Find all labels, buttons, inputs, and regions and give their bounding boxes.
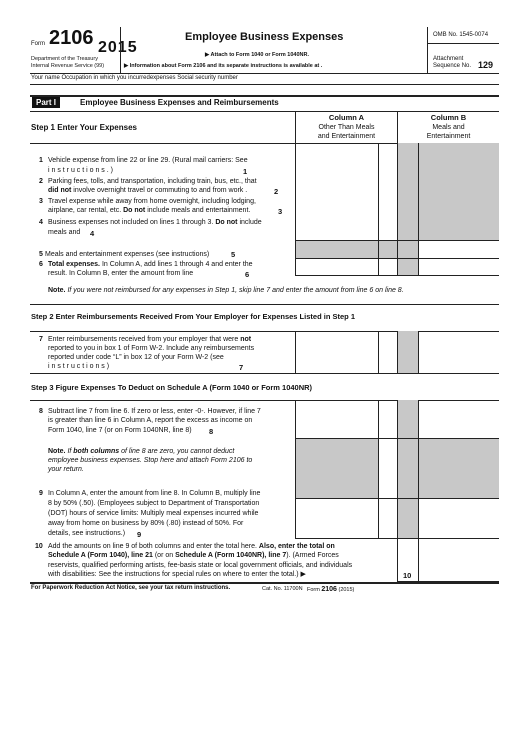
part-1-label: Part I <box>32 97 60 108</box>
line-6-text-b: result. In Column B, enter the amount from line <box>48 270 194 277</box>
line-2-text-b: did not involve overnight travel or commuting to and from work . <box>48 187 248 194</box>
step-1-note: Note. If you were not reimbursed for any expenses in Step 1, skip line 7 and enter the amount from line 6 on line 8. <box>48 287 404 294</box>
line-9-text-d: away from home on business by 80% (.80) instead of 50%. For <box>48 520 244 527</box>
line-8-note-a: Note. If both columns of line 8 are zero, you cannot deduct <box>48 448 235 455</box>
column-a-subtitle-1: Other Than Meals <box>318 124 375 131</box>
line-2-text-a: Parking fees, tolls, and transportation, including train, bus, etc., that <box>48 178 257 185</box>
omb-number: OMB No. 1545-0074 <box>433 32 489 38</box>
line-6-number: 6 <box>39 261 43 268</box>
line-8-text-c: Form 1040, line 7 (or on Form 1040NR, line 8) <box>48 427 192 434</box>
dept-line-2: Internal Revenue Service (99) <box>31 63 105 69</box>
attachment-label: Attachment <box>433 56 464 62</box>
line-1-text-b: i n s t r u c t i o n s . ) <box>48 167 113 174</box>
line-8-note-c: your return. <box>48 466 84 473</box>
line-3-ref: 3 <box>278 207 283 216</box>
step-1-title: Step 1 Enter Your Expenses <box>31 123 137 132</box>
line-3-text-a: Travel expense while away from home overnight, including lodging, <box>48 198 256 205</box>
line-9-text-c: (DOT) hours of service limits: Multiply meal expenses incurred while <box>48 510 259 517</box>
line-4-text-a: Business expenses not included on lines 1 through 3. Do not include <box>48 219 262 226</box>
footer-paperwork-notice: For Paperwork Reduction Act Notice, see your tax return instructions. <box>31 585 231 591</box>
line-9-text-e: details, see instructions.) <box>48 530 126 537</box>
line-9-text-a: In Column A, enter the amount from line 8. In Column B, multiply line <box>48 490 261 497</box>
line-5-ref: 5 <box>231 250 236 259</box>
column-a-title: Column A <box>328 113 365 122</box>
line-8-number: 8 <box>39 408 43 415</box>
line-4-text-b: meals and <box>48 229 81 236</box>
line-8-text-b: is greater than line 6 in Column A, report the excess as income on <box>48 417 253 424</box>
column-b-subtitle-2: Entertainment <box>426 133 471 140</box>
line-2-number: 2 <box>39 178 43 185</box>
form-prefix: Form <box>31 41 45 47</box>
step-3-title: Step 3 Figure Expenses To Deduct on Schedule A (Form 1040 or Form 1040NR) <box>31 383 313 392</box>
line-4-number: 4 <box>39 219 43 226</box>
line-10-text-c: reservists, qualified performing artists, fee-basis state or local government officials, and individuals <box>48 562 353 569</box>
line-3-text-b: airplane, car rental, etc. Do not include meals and entertainment. <box>48 207 251 214</box>
line-10-text-a: Add the amounts on line 9 of both columns and enter the total here. Also, enter the total on <box>48 543 335 550</box>
line-4-ref: 4 <box>90 229 95 238</box>
attach-line: ▶ Attach to Form 1040 or Form 1040NR. <box>205 52 309 58</box>
footer-form-label: Form 2106 (2015) <box>307 586 355 593</box>
line-7-text-b: reported to you in box 1 of Form W-2. Include any reimbursements <box>48 345 255 352</box>
line-6-text-a: Total expenses. In Column A, add lines 1 through 4 and enter the <box>48 261 253 268</box>
line-9-ref: 9 <box>137 530 142 539</box>
line-1-col-a-field[interactable] <box>296 174 378 175</box>
footer-cat-number: Cat. No. 11700N <box>262 586 303 592</box>
sequence-number: 129 <box>478 60 494 70</box>
line-6-ref: 6 <box>245 270 250 279</box>
line-10-number: 10 <box>35 543 43 550</box>
line-7-number: 7 <box>39 336 43 343</box>
line-7-text-d: i n s t r u c t i o n s ) <box>48 363 110 370</box>
line-9-text-b: 8 by 50% (.50). (Employees subject to Department of Transportation <box>48 500 260 507</box>
line-8-text-a: Subtract line 7 from line 6. If zero or less, enter -0-. However, if line 7 <box>48 408 261 415</box>
column-b-subtitle-1: Meals and <box>432 124 465 131</box>
line-10-ref: 10 <box>403 571 412 580</box>
column-a-subtitle-2: and Entertainment <box>317 133 376 140</box>
form-year: 2015 <box>98 39 138 56</box>
name-occupation-ssn-row: Your name Occupation in which you incurredexpenses Social security number <box>31 75 238 81</box>
line-10-text-d: with disabilities: See the instructions for special rules on where to enter the total.) ▶ <box>48 571 306 578</box>
column-b-title: Column B <box>430 113 467 122</box>
part-1-title: Employee Business Expenses and Reimbursements <box>80 98 279 107</box>
line-7-text-a: Enter reimbursements received from your employer that were not <box>48 336 252 343</box>
form-number: 2106 <box>49 27 94 49</box>
line-10-text-b: Schedule A (Form 1040), line 21 (or on Schedule A (Form 1040NR), line 7). (Armed Forces <box>48 552 339 559</box>
line-7-text-c: reported under code “L” in box 12 of your Form W-2 (see <box>48 354 224 361</box>
info-line: ▶ Information about Form 2106 and its separate instructions is available at . <box>124 63 323 69</box>
dept-line-1: Department of the Treasury <box>31 56 98 62</box>
sequence-label: Sequence No. <box>433 63 472 69</box>
line-1-number: 1 <box>39 157 43 164</box>
line-5-number: 5 <box>39 251 43 258</box>
line-3-number: 3 <box>39 198 43 205</box>
line-8-note-b: employee business expenses. Stop here and attach Form 2106 to <box>48 457 253 464</box>
line-2-ref: 2 <box>274 187 279 196</box>
line-9-number: 9 <box>39 490 43 497</box>
line-1-text-a: Vehicle expense from line 22 or line 29. (Rural mail carriers: See <box>48 157 248 164</box>
line-1-ref: 1 <box>243 167 248 176</box>
step-2-title: Step 2 Enter Reimbursements Received From Your Employer for Expenses Listed in Step 1 <box>31 312 355 321</box>
line-7-ref: 7 <box>239 363 244 372</box>
line-5-text: Meals and entertainment expenses (see instructions) <box>45 251 210 258</box>
form-title: Employee Business Expenses <box>185 31 344 43</box>
line-8-ref: 8 <box>209 427 214 436</box>
